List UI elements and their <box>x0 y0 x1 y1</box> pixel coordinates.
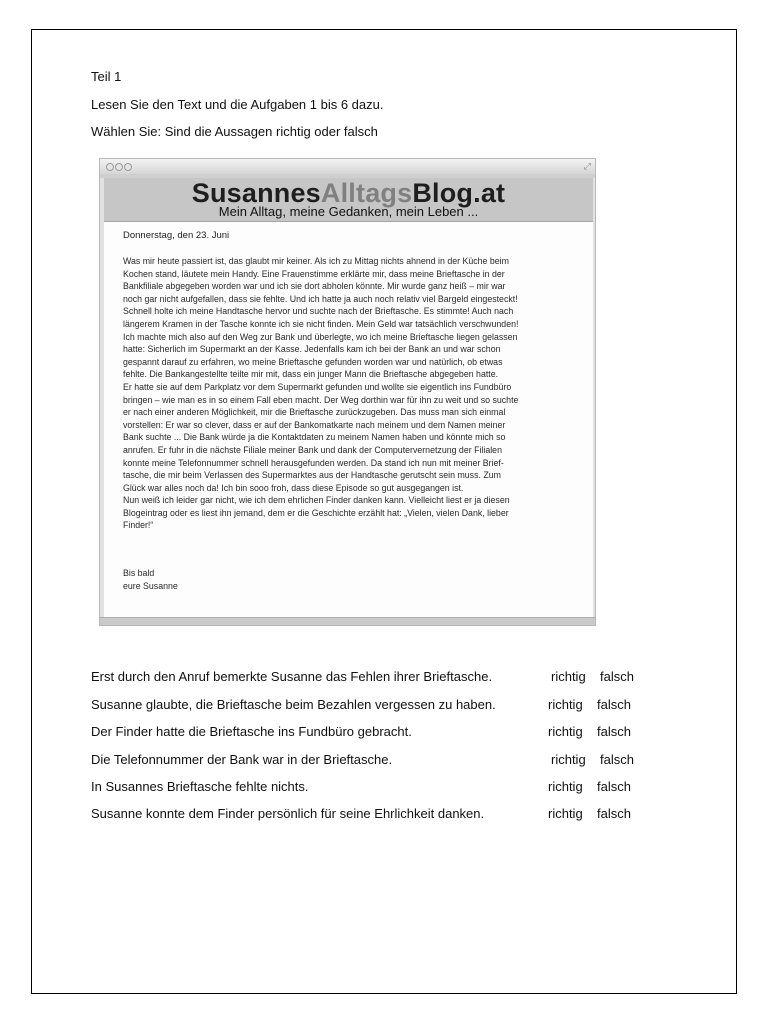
statement-3-falsch[interactable]: falsch <box>597 724 631 739</box>
post-line: Glück war alles noch da! Ich bin sooo froh, dass diese Episode so gut ausgegangen ist. <box>123 482 464 493</box>
statement-4-falsch[interactable]: falsch <box>600 752 634 767</box>
minimize-window-icon <box>115 163 123 171</box>
post-line: Blogeintrag oder es liest ihn jemand, dem er die Geschichte erzählt hat: „Vielen, vielen Dank, lieber <box>123 507 509 518</box>
statement-4-richtig[interactable]: richtig <box>551 752 586 767</box>
post-line: Bank suchte ... Die Bank würde ja die Kontaktdaten zu meinem Namen haben und könnte mich so <box>123 432 506 443</box>
post-line: Schnell holte ich meine Handtasche hervor und suchte nach der Brieftasche. Es stimmte! Auch nach <box>123 306 514 317</box>
post-line: Nun weiß ich leider gar nicht, wie ich dem ehrlichen Finder danken kann. Vielleicht liest er ja diesen <box>123 495 510 506</box>
post-line: Ich machte mich also auf den Weg zur Bank und überlegte, wo ich meine Brieftasche liegen gelassen <box>123 331 518 342</box>
task-instruction: Wählen Sie: Sind die Aussagen richtig oder falsch <box>91 124 378 139</box>
post-line: hatte: Sicherlich im Supermarkt an der Kasse. Jedenfalls kam ich bei der Bank an und war schon <box>123 344 501 355</box>
post-line: Was mir heute passiert ist, das glaubt mir keiner. Als ich zu Mittag nichts ahnend in der Küche beim <box>123 256 509 266</box>
statement-2-richtig[interactable]: richtig <box>548 697 583 712</box>
post-signature: eure Susanne <box>123 580 178 591</box>
blog-screenshot <box>99 158 596 626</box>
post-line: Er hatte sie auf dem Parkplatz vor dem Supermarkt gefunden und wollte sie eigentlich ins Fundbüro <box>123 381 512 392</box>
post-line: er nach einer anderen Möglichkeit, mir die Brieftasche zurückzugeben. Das muss man sich einmal <box>123 407 506 418</box>
post-line: Kochen stand, läutete mein Handy. Eine Frauenstimme erklärte mir, dass meine Brieftasche in der <box>123 268 505 279</box>
statement-5: In Susannes Brieftasche fehlte nichts. <box>91 779 309 794</box>
statement-3-richtig[interactable]: richtig <box>548 724 583 739</box>
post-line: längerem Kramen in der Tasche konnte ich sie nicht finden. Mein Geld war tatsächlich verschwunden! <box>123 318 519 329</box>
browser-status-bar <box>100 617 595 625</box>
statement-1-falsch[interactable]: falsch <box>600 669 634 684</box>
statement-6: Susanne konnte dem Finder persönlich für seine Ehrlichkeit danken. <box>91 806 485 821</box>
post-line: Finder!“ <box>123 520 154 531</box>
logo-part-2: Alltags <box>320 178 413 208</box>
logo-part-3: Blog.at <box>412 178 506 208</box>
statement-4: Die Telefonnummer der Bank war in der Brieftasche. <box>91 752 393 767</box>
browser-titlebar <box>100 159 595 175</box>
part-heading: Teil 1 <box>91 69 122 84</box>
post-line: fehlte. Die Bankangestellte teilte mir mit, dass ein junger Mann die Brieftasche abgegeben hatte. <box>123 369 499 380</box>
post-line: noch gar nicht aufgefallen, dass sie fehlte. Und ich hatte ja auch noch relativ viel Bargeld eingesteckt! <box>123 293 518 304</box>
statement-1: Erst durch den Anruf bemerkte Susanne das Fehlen ihrer Brieftasche. <box>91 669 493 684</box>
statement-2: Susanne glaubte, die Brieftasche beim Bezahlen vergessen zu haben. <box>91 697 496 712</box>
post-closing: Bis bald <box>123 568 155 578</box>
statement-6-falsch[interactable]: falsch <box>597 806 631 821</box>
statement-6-richtig[interactable]: richtig <box>548 806 583 821</box>
post-body <box>123 255 583 532</box>
post-line: gespannt darauf zu erfahren, wo meine Brieftasche gefunden worden war und natürlich, ob etwas <box>123 356 503 367</box>
post-line: Bankfiliale abgegeben worden war und ich sie dort abholen könnte. Mir wurde ganz heiß – mir war <box>123 281 506 292</box>
post-line: bringen – wie man es in so einem Fall eben macht. Der Weg dorthin war für ihn zu weit und so suchte <box>123 394 519 405</box>
reading-instruction: Lesen Sie den Text und die Aufgaben 1 bis 6 dazu. <box>91 97 384 112</box>
zoom-window-icon <box>124 163 132 171</box>
logo-part-1: Susannes <box>191 178 321 208</box>
post-line: vorstellen: Er war so clever, dass er auf der Bankomatkarte nach meinem und dem Namen meiner <box>123 419 506 430</box>
blog-post <box>104 222 593 618</box>
post-signoff <box>123 567 178 592</box>
statement-3: Der Finder hatte die Brieftasche ins Fundbüro gebracht. <box>91 724 412 739</box>
statement-5-falsch[interactable]: falsch <box>597 779 631 794</box>
post-line: anrufen. Er fuhr in die nächste Filiale meiner Bank und dank der Computervernetzung der Filialen <box>123 444 502 455</box>
post-line: tasche, die mir beim Verlassen des Supermarktes aus der Handtasche gerutscht sein muss. Zum <box>123 470 501 481</box>
resize-icon: ⤢ <box>583 161 591 171</box>
close-window-icon <box>106 163 114 171</box>
blog-logo <box>104 179 593 207</box>
post-date: Donnerstag, den 23. Juni <box>123 230 230 241</box>
blog-tagline: Mein Alltag, meine Gedanken, mein Leben ... <box>218 204 479 219</box>
statement-2-falsch[interactable]: falsch <box>597 697 631 712</box>
statement-1-richtig[interactable]: richtig <box>551 669 586 684</box>
statement-5-richtig[interactable]: richtig <box>548 779 583 794</box>
blog-banner <box>104 178 593 222</box>
post-line: konnte meine Telefonnummer schnell herausgefunden werden. Da stand ich nun mit meiner Brief- <box>123 457 504 468</box>
